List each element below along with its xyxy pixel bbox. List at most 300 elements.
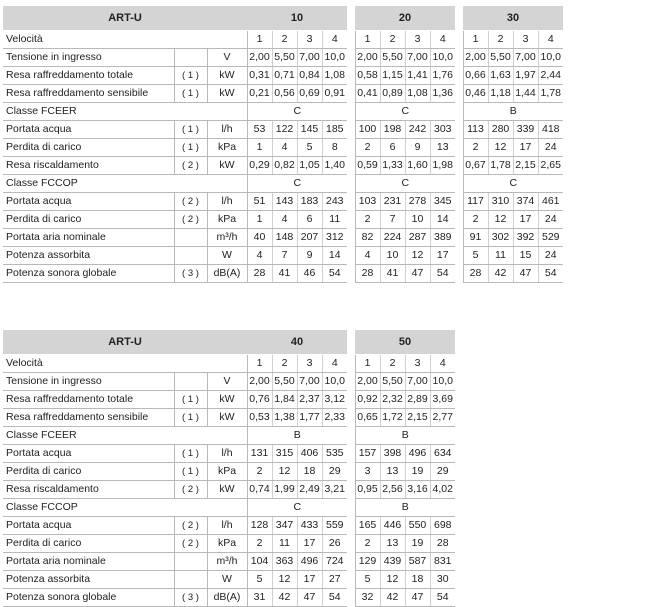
value-cell: 724 — [322, 553, 347, 571]
value-cell: 2,00 — [247, 373, 272, 391]
table-header-row — [3, 330, 455, 355]
column-gap — [347, 427, 355, 445]
value-cell: 46 — [297, 265, 322, 283]
value-cell: 17 — [513, 211, 538, 229]
table-row — [3, 139, 563, 157]
value-cell: 12 — [488, 211, 513, 229]
row-label: Perdita di carico — [3, 463, 174, 481]
table-row — [3, 535, 455, 553]
row-note: ( 1 ) — [174, 391, 207, 409]
value-cell: 5 — [297, 139, 322, 157]
value-cell: 0,89 — [380, 85, 405, 103]
value-cell: 12 — [272, 463, 297, 481]
row-unit: kPa — [207, 463, 247, 481]
column-gap — [455, 31, 463, 49]
column-gap — [347, 211, 355, 229]
column-gap — [455, 211, 463, 229]
energy-class-cell: C — [463, 175, 563, 193]
value-cell: 143 — [272, 193, 297, 211]
value-cell: 2 — [463, 139, 488, 157]
value-cell: 224 — [380, 229, 405, 247]
value-cell: 26 — [322, 535, 347, 553]
value-cell: 389 — [430, 229, 455, 247]
value-cell: 28 — [463, 265, 488, 283]
table-row — [3, 463, 455, 481]
speed-row — [3, 31, 563, 49]
energy-class-cell: B — [247, 427, 347, 445]
value-cell: 42 — [272, 589, 297, 607]
value-cell: 496 — [405, 445, 430, 463]
value-cell: 28 — [355, 265, 380, 283]
value-cell: 2,00 — [247, 49, 272, 67]
value-cell: 103 — [355, 193, 380, 211]
value-cell: 54 — [322, 265, 347, 283]
value-cell: 1,05 — [297, 157, 322, 175]
value-cell: 1,44 — [513, 85, 538, 103]
value-cell: 28 — [430, 535, 455, 553]
value-cell: 2 — [355, 535, 380, 553]
value-cell: 2 — [355, 211, 380, 229]
value-cell: 12 — [380, 571, 405, 589]
table-row — [3, 265, 563, 283]
value-cell: 278 — [405, 193, 430, 211]
value-cell: 418 — [538, 121, 563, 139]
energy-class-cell: C — [247, 103, 347, 121]
row-label: Resa raffreddamento totale — [3, 67, 174, 85]
row-note: ( 1 ) — [174, 139, 207, 157]
value-cell: 1,33 — [380, 157, 405, 175]
value-cell: 4 — [355, 247, 380, 265]
value-cell: 5,50 — [380, 49, 405, 67]
column-gap — [455, 6, 463, 31]
row-note: ( 2 ) — [174, 517, 207, 535]
value-cell: 7,00 — [405, 373, 430, 391]
value-cell: 2,49 — [297, 481, 322, 499]
table-row — [3, 103, 563, 121]
speed-cell: 3 — [297, 355, 322, 373]
row-unit: W — [207, 571, 247, 589]
value-cell: 24 — [538, 139, 563, 157]
value-cell: 0,91 — [322, 85, 347, 103]
value-cell: 446 — [380, 517, 405, 535]
table-row — [3, 427, 455, 445]
row-unit: dB(A) — [207, 265, 247, 283]
value-cell: 17 — [430, 247, 455, 265]
row-note: ( 3 ) — [174, 265, 207, 283]
value-cell: 0,66 — [463, 67, 488, 85]
row-unit: kW — [207, 391, 247, 409]
column-gap — [455, 229, 463, 247]
value-cell: 406 — [297, 445, 322, 463]
value-cell: 1,40 — [322, 157, 347, 175]
value-cell: 1,18 — [488, 85, 513, 103]
value-cell: 496 — [297, 553, 322, 571]
speed-cell: 2 — [380, 31, 405, 49]
row-label: Potenza assorbita — [3, 571, 174, 589]
value-cell: 17 — [513, 139, 538, 157]
value-cell: 345 — [430, 193, 455, 211]
value-cell: 29 — [322, 463, 347, 481]
table-row — [3, 211, 563, 229]
value-cell: 363 — [272, 553, 297, 571]
column-gap — [347, 535, 355, 553]
table-row — [3, 157, 563, 175]
column-gap — [347, 409, 355, 427]
value-cell: 1,78 — [538, 85, 563, 103]
value-cell: 10,0 — [430, 373, 455, 391]
speed-cell: 4 — [430, 355, 455, 373]
value-cell: 47 — [513, 265, 538, 283]
row-note: ( 2 ) — [174, 535, 207, 553]
row-label: Perdita di carico — [3, 139, 174, 157]
value-cell: 0,92 — [355, 391, 380, 409]
column-gap — [455, 67, 463, 85]
row-unit: l/h — [207, 445, 247, 463]
value-cell: 550 — [405, 517, 430, 535]
value-cell: 14 — [322, 247, 347, 265]
column-gap — [347, 157, 355, 175]
table-row — [3, 193, 563, 211]
value-cell: 2,77 — [430, 409, 455, 427]
column-gap — [347, 247, 355, 265]
row-label: Classe FCEER — [3, 427, 247, 445]
value-cell: 82 — [355, 229, 380, 247]
value-cell: 398 — [380, 445, 405, 463]
value-cell: 157 — [355, 445, 380, 463]
value-cell: 2,00 — [463, 49, 488, 67]
value-cell: 5 — [355, 571, 380, 589]
value-cell: 11 — [488, 247, 513, 265]
value-cell: 392 — [513, 229, 538, 247]
speed-cell: 2 — [272, 31, 297, 49]
value-cell: 0,74 — [247, 481, 272, 499]
value-cell: 7 — [380, 211, 405, 229]
row-label: Classe FCCOP — [3, 175, 247, 193]
row-label: Potenza assorbita — [3, 247, 174, 265]
value-cell: 10,0 — [430, 49, 455, 67]
row-label: Resa raffreddamento sensibile — [3, 409, 174, 427]
value-cell: 30 — [430, 571, 455, 589]
row-label: Portata acqua — [3, 517, 174, 535]
row-label: Resa riscaldamento — [3, 481, 174, 499]
value-cell: 0,21 — [247, 85, 272, 103]
value-cell: 54 — [538, 265, 563, 283]
value-cell: 0,65 — [355, 409, 380, 427]
table-row — [3, 175, 563, 193]
value-cell: 47 — [405, 589, 430, 607]
speed-cell: 1 — [355, 31, 380, 49]
value-cell: 4 — [272, 139, 297, 157]
value-cell: 1,72 — [380, 409, 405, 427]
value-cell: 24 — [538, 211, 563, 229]
value-cell: 19 — [405, 535, 430, 553]
value-cell: 1,98 — [430, 157, 455, 175]
value-cell: 1 — [247, 211, 272, 229]
value-cell: 5 — [463, 247, 488, 265]
value-cell: 0,46 — [463, 85, 488, 103]
column-gap — [347, 139, 355, 157]
row-label: Resa riscaldamento — [3, 157, 174, 175]
value-cell: 2 — [247, 535, 272, 553]
speed-row — [3, 355, 455, 373]
value-cell: 10,0 — [538, 49, 563, 67]
speed-cell: 4 — [322, 31, 347, 49]
row-note: ( 1 ) — [174, 121, 207, 139]
value-cell: 0,69 — [297, 85, 322, 103]
row-unit: kW — [207, 85, 247, 103]
column-gap — [455, 139, 463, 157]
value-cell: 280 — [488, 121, 513, 139]
value-cell: 5,50 — [488, 49, 513, 67]
value-cell: 6 — [297, 211, 322, 229]
value-cell: 207 — [297, 229, 322, 247]
value-cell: 131 — [247, 445, 272, 463]
row-note: ( 2 ) — [174, 211, 207, 229]
spec-table-art-u-40-50 — [3, 330, 455, 607]
row-note: ( 2 ) — [174, 193, 207, 211]
value-cell: 19 — [405, 463, 430, 481]
row-note — [174, 571, 207, 589]
speed-cell: 1 — [355, 355, 380, 373]
value-cell: 461 — [538, 193, 563, 211]
value-cell: 303 — [430, 121, 455, 139]
speed-cell: 2 — [272, 355, 297, 373]
value-cell: 1,78 — [488, 157, 513, 175]
column-gap — [347, 463, 355, 481]
value-cell: 2,65 — [538, 157, 563, 175]
row-label: Tensione in ingresso — [3, 373, 174, 391]
value-cell: 0,58 — [355, 67, 380, 85]
value-cell: 0,53 — [247, 409, 272, 427]
row-unit: l/h — [207, 517, 247, 535]
value-cell: 2,15 — [513, 157, 538, 175]
row-note: ( 3 ) — [174, 589, 207, 607]
table-row — [3, 499, 455, 517]
column-gap — [347, 85, 355, 103]
value-cell: 12 — [405, 247, 430, 265]
value-cell: 10 — [380, 247, 405, 265]
spec-table-art-u-10-30 — [3, 6, 563, 283]
column-gap — [455, 265, 463, 283]
row-label: Portata aria nominale — [3, 553, 174, 571]
value-cell: 1,84 — [272, 391, 297, 409]
value-cell: 145 — [297, 121, 322, 139]
column-gap — [347, 330, 355, 355]
speed-cell: 4 — [538, 31, 563, 49]
row-unit: V — [207, 49, 247, 67]
row-label: Classe FCEER — [3, 103, 247, 121]
value-cell: 0,29 — [247, 157, 272, 175]
table-row — [3, 481, 455, 499]
column-gap — [455, 247, 463, 265]
row-note — [174, 373, 207, 391]
value-cell: 439 — [380, 553, 405, 571]
energy-class-cell: C — [355, 175, 455, 193]
column-gap — [347, 499, 355, 517]
table-title: ART-U — [3, 6, 247, 31]
value-cell: 28 — [247, 265, 272, 283]
value-cell: 12 — [488, 139, 513, 157]
value-cell: 54 — [430, 589, 455, 607]
value-cell: 2 — [247, 463, 272, 481]
value-cell: 1,08 — [405, 85, 430, 103]
column-gap — [347, 265, 355, 283]
value-cell: 113 — [463, 121, 488, 139]
value-cell: 1 — [247, 139, 272, 157]
row-unit: kW — [207, 409, 247, 427]
table-row — [3, 391, 455, 409]
table-row — [3, 373, 455, 391]
row-label: Portata acqua — [3, 445, 174, 463]
value-cell: 2,15 — [405, 409, 430, 427]
speed-cell: 1 — [463, 31, 488, 49]
row-unit: m³/h — [207, 553, 247, 571]
value-cell: 242 — [405, 121, 430, 139]
value-cell: 42 — [488, 265, 513, 283]
value-cell: 0,41 — [355, 85, 380, 103]
value-cell: 183 — [297, 193, 322, 211]
table-row — [3, 517, 455, 535]
value-cell: 14 — [430, 211, 455, 229]
table-row — [3, 571, 455, 589]
value-cell: 51 — [247, 193, 272, 211]
value-cell: 312 — [322, 229, 347, 247]
value-cell: 104 — [247, 553, 272, 571]
value-cell: 18 — [297, 463, 322, 481]
row-label: Portata acqua — [3, 193, 174, 211]
value-cell: 831 — [430, 553, 455, 571]
value-cell: 53 — [247, 121, 272, 139]
value-cell: 4 — [272, 211, 297, 229]
model-size-header: 50 — [355, 330, 455, 355]
table-row — [3, 445, 455, 463]
column-gap — [347, 391, 355, 409]
row-unit: dB(A) — [207, 589, 247, 607]
value-cell: 1,08 — [322, 67, 347, 85]
speed-cell: 2 — [488, 31, 513, 49]
table-row — [3, 247, 563, 265]
value-cell: 2,44 — [538, 67, 563, 85]
value-cell: 0,95 — [355, 481, 380, 499]
value-cell: 1,99 — [272, 481, 297, 499]
value-cell: 231 — [380, 193, 405, 211]
value-cell: 559 — [322, 517, 347, 535]
value-cell: 40 — [247, 229, 272, 247]
energy-class-cell: C — [247, 499, 347, 517]
value-cell: 128 — [247, 517, 272, 535]
row-note: ( 1 ) — [174, 445, 207, 463]
value-cell: 47 — [297, 589, 322, 607]
value-cell: 13 — [380, 463, 405, 481]
row-note — [174, 49, 207, 67]
value-cell: 2,33 — [322, 409, 347, 427]
row-unit: kW — [207, 481, 247, 499]
row-unit: l/h — [207, 193, 247, 211]
value-cell: 1,15 — [380, 67, 405, 85]
value-cell: 374 — [513, 193, 538, 211]
energy-class-cell: B — [355, 427, 455, 445]
value-cell: 2,56 — [380, 481, 405, 499]
value-cell: 9 — [297, 247, 322, 265]
row-label: Classe FCCOP — [3, 499, 247, 517]
value-cell: 11 — [322, 211, 347, 229]
column-gap — [455, 49, 463, 67]
value-cell: 0,84 — [297, 67, 322, 85]
column-gap — [347, 553, 355, 571]
row-label: Perdita di carico — [3, 211, 174, 229]
value-cell: 91 — [463, 229, 488, 247]
table-row — [3, 409, 455, 427]
row-note — [174, 247, 207, 265]
row-note: ( 1 ) — [174, 85, 207, 103]
value-cell: 2,89 — [405, 391, 430, 409]
row-label: Resa raffreddamento sensibile — [3, 85, 174, 103]
model-size-header: 30 — [463, 6, 563, 31]
table-row — [3, 553, 455, 571]
model-size-header: 40 — [247, 330, 347, 355]
value-cell: 1,41 — [405, 67, 430, 85]
table-title: ART-U — [3, 330, 247, 355]
value-cell: 4,02 — [430, 481, 455, 499]
value-cell: 47 — [405, 265, 430, 283]
value-cell: 7,00 — [513, 49, 538, 67]
column-gap — [347, 229, 355, 247]
column-gap — [347, 445, 355, 463]
speed-row-label: Velocità — [3, 31, 247, 49]
row-unit: m³/h — [207, 229, 247, 247]
value-cell: 165 — [355, 517, 380, 535]
value-cell: 0,31 — [247, 67, 272, 85]
value-cell: 13 — [430, 139, 455, 157]
value-cell: 5,50 — [272, 373, 297, 391]
value-cell: 535 — [322, 445, 347, 463]
column-gap — [347, 373, 355, 391]
model-size-header: 20 — [355, 6, 455, 31]
value-cell: 185 — [322, 121, 347, 139]
row-note: ( 1 ) — [174, 409, 207, 427]
speed-cell: 1 — [247, 31, 272, 49]
value-cell: 0,71 — [272, 67, 297, 85]
value-cell: 42 — [380, 589, 405, 607]
value-cell: 587 — [405, 553, 430, 571]
table-row — [3, 121, 563, 139]
value-cell: 7,00 — [405, 49, 430, 67]
value-cell: 17 — [297, 571, 322, 589]
row-label: Portata acqua — [3, 121, 174, 139]
column-gap — [347, 193, 355, 211]
value-cell: 347 — [272, 517, 297, 535]
speed-cell: 3 — [297, 31, 322, 49]
value-cell: 29 — [430, 463, 455, 481]
value-cell: 17 — [297, 535, 322, 553]
column-gap — [455, 175, 463, 193]
speed-cell: 4 — [322, 355, 347, 373]
value-cell: 634 — [430, 445, 455, 463]
table-row — [3, 85, 563, 103]
value-cell: 3,16 — [405, 481, 430, 499]
column-gap — [347, 481, 355, 499]
column-gap — [347, 517, 355, 535]
value-cell: 24 — [538, 247, 563, 265]
value-cell: 117 — [463, 193, 488, 211]
value-cell: 18 — [405, 571, 430, 589]
value-cell: 8 — [322, 139, 347, 157]
value-cell: 0,76 — [247, 391, 272, 409]
value-cell: 1,36 — [430, 85, 455, 103]
value-cell: 1,38 — [272, 409, 297, 427]
value-cell: 310 — [488, 193, 513, 211]
column-gap — [347, 103, 355, 121]
